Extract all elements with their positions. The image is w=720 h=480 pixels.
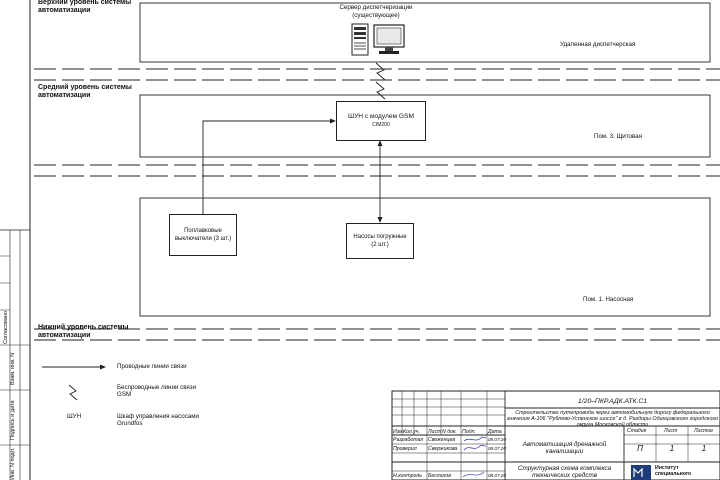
legend-wireless-label: Беспроводные линии связи GSM bbox=[117, 384, 197, 398]
sheets-header: Листов bbox=[694, 428, 713, 434]
hdr-list: Лист bbox=[428, 429, 442, 435]
pumps-node bbox=[346, 223, 414, 259]
role-developer: Разработал bbox=[393, 437, 424, 443]
stamp-swap: Взам. инв. N bbox=[10, 352, 16, 385]
signature-1 bbox=[464, 437, 486, 441]
floats-label: Поплавковые выключатели (3 шт.) bbox=[174, 228, 232, 242]
org-name: Институт специального bbox=[655, 465, 692, 477]
date-developer: 08.07.20 bbox=[488, 437, 506, 442]
level-label-bottom: Нижний уровень системы автоматизации bbox=[38, 324, 129, 339]
server-label: Сервер диспетчеризации (существующее) bbox=[339, 4, 413, 19]
zone-label-panel-room: Пом. 3. Щитовая bbox=[594, 133, 642, 140]
level-label-middle: Средний уровень системы автоматизации bbox=[38, 84, 132, 99]
sheet-header: Лист bbox=[664, 428, 678, 434]
legend-abbr-desc: Шкаф управления насосами Grundfos bbox=[117, 413, 199, 427]
stamp-inv: Инв. N подл. bbox=[10, 447, 16, 480]
hdr-data: Дата bbox=[488, 429, 502, 435]
hdr-kol: Кол.уч. bbox=[403, 429, 420, 435]
cabinet-model: CIM200 bbox=[372, 122, 390, 128]
signature-3 bbox=[463, 472, 484, 477]
level-label-top: Верхний уровень системы автоматизации bbox=[38, 0, 132, 14]
wireless-link-symbol-upper bbox=[376, 63, 385, 80]
role-checker: Проверил bbox=[393, 446, 417, 452]
date-norm-control: 08.07.20 bbox=[488, 473, 506, 478]
legend-abbr: ШУН bbox=[67, 413, 82, 420]
zone-label-pump-room: Пом. 1. Насосная bbox=[583, 296, 634, 303]
section-title: Автоматизация дренажной канализации bbox=[522, 441, 607, 455]
stamp-agreed: Согласовано bbox=[3, 310, 9, 344]
stamp-sign: Подпись и дата bbox=[10, 400, 16, 440]
hdr-izm: Изм. bbox=[393, 429, 405, 435]
hdr-ndok: N док. bbox=[442, 429, 457, 435]
pumps-label: Насосы погружные (2 шт.) bbox=[353, 234, 407, 248]
role-norm-control: Н.контроль bbox=[393, 473, 422, 479]
legend-wireless-symbol bbox=[69, 385, 77, 400]
legend-wired-label: Проводные линии связи bbox=[117, 363, 187, 370]
name-norm-control: Беспалов bbox=[428, 473, 451, 479]
cabinet-node bbox=[336, 101, 426, 141]
date-checker: 08.07.20 bbox=[488, 446, 506, 451]
zone-label-remote: Удаленная диспетчерская bbox=[560, 41, 636, 48]
stage-header: Стадия bbox=[627, 428, 647, 434]
doc-code: 1/20–ПКР.АДК.АТК.С1 bbox=[577, 398, 648, 405]
signature-2 bbox=[464, 445, 486, 450]
wired-link-floats bbox=[203, 121, 330, 214]
name-developer: Свеженцев bbox=[428, 437, 456, 443]
cabinet-title: ШУН с модулем GSM bbox=[348, 113, 414, 120]
sheet-value: 1 bbox=[669, 444, 675, 453]
drawing-title: Структурная схема комплекса технических средств bbox=[518, 465, 611, 479]
project-title: Строительство путепровода через автомобильную дорогу федерального значения А-106 "Рублево-Успенское шоссе" в д. Раздоры Одинцовского городского округа Московской области bbox=[506, 410, 719, 428]
name-checker: Свержикова bbox=[428, 446, 458, 452]
hdr-podp: Подп. bbox=[462, 429, 476, 435]
sheets-value: 1 bbox=[701, 444, 707, 453]
floats-node bbox=[169, 214, 237, 256]
server-icon bbox=[350, 22, 410, 58]
wireless-link-symbol-lower bbox=[376, 82, 385, 99]
stage-value: П bbox=[637, 444, 643, 453]
